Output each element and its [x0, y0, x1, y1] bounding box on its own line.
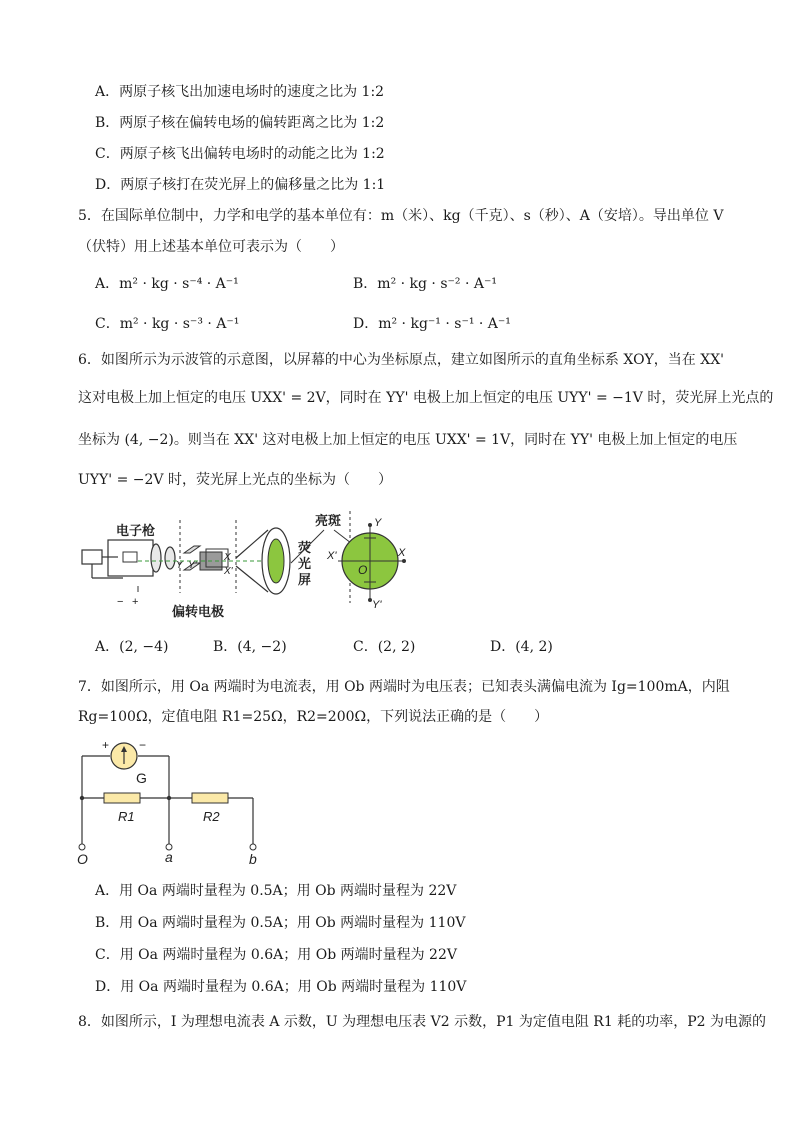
q4-option-d: D．两原子核打在荧光屏上的偏移量之比为 1:1	[95, 177, 386, 193]
q5-option-b: B．m² · kg · s⁻² · A⁻¹	[353, 276, 497, 292]
q5-option-c: C．m² · kg · s⁻³ · A⁻¹	[95, 316, 240, 332]
q7-stem-line1: 7．如图所示，用 Oa 两端时为电流表，用 Ob 两端时为电压表；已知表头满偏电流为 Ig=100mA，内阻	[78, 679, 730, 695]
q5-stem-line2: （伏特）用上述基本单位可表示为（ ）	[78, 239, 344, 255]
terminal-a: a	[165, 849, 173, 865]
minus-terminal: −	[117, 596, 124, 608]
q4-option-a: A．两原子核飞出加速电场时的速度之比为 1:2	[95, 84, 385, 100]
svg-text:+: +	[102, 738, 110, 752]
q6-option-a: A．(2, −4)	[95, 639, 169, 655]
plus-terminal: +	[132, 596, 139, 608]
circuit-figure	[72, 736, 272, 868]
origin-label: O	[358, 563, 368, 577]
y-label: Y	[374, 517, 382, 529]
terminal-o: O	[77, 851, 88, 867]
q6-option-c: C．(2, 2)	[353, 639, 416, 655]
r2-label: R2	[203, 809, 220, 824]
svg-text:光: 光	[298, 556, 312, 571]
q4-option-c: C．两原子核飞出偏转电场时的动能之比为 1:2	[95, 146, 385, 162]
r2-resistor	[192, 793, 228, 803]
svg-text:荧: 荧	[298, 540, 312, 555]
q6-stem-line2: 这对电极上加上恒定的电压 UXX' = 2V，同时在 YY' 电极上加上恒定的电压 UYY' = −1V 时，荧光屏上光点的	[78, 390, 774, 406]
q6-option-b: B．(4, −2)	[213, 639, 287, 655]
q5-stem-line1: 5．在国际单位制中，力学和电学的基本单位有：m（米）、kg（千克）、s（秒）、A（安培）。导出单位 V	[78, 208, 724, 224]
svg-text:−: −	[139, 738, 147, 752]
galvanometer-label: G	[136, 770, 147, 786]
bright-spot-label: 亮斑	[315, 513, 342, 528]
q7-option-c: C．用 Oa 两端时量程为 0.6A；用 Ob 两端时量程为 22V	[95, 947, 457, 963]
deflection-electrode-label: 偏转电极	[172, 604, 225, 619]
electron-gun-label: 电子枪	[116, 523, 156, 538]
q4-option-b: B．两原子核在偏转电场的偏转距离之比为 1:2	[95, 115, 385, 131]
r1-label: R1	[118, 809, 135, 824]
r1-resistor	[104, 793, 140, 803]
svg-text:X: X	[224, 552, 231, 563]
q7-stem-line2: Rg=100Ω，定值电阻 R1=25Ω，R2=200Ω，下列说法正确的是（ ）	[78, 709, 549, 725]
q5-option-a: A．m² · kg · s⁻⁴ · A⁻¹	[95, 276, 239, 292]
terminal-b: b	[249, 851, 257, 867]
svg-text:X': X'	[327, 550, 337, 562]
svg-text:Y: Y	[176, 560, 183, 571]
oscilloscope-figure	[78, 508, 423, 620]
q7-option-b: B．用 Oa 两端时量程为 0.5A；用 Ob 两端时量程为 110V	[95, 915, 466, 931]
q8-stem-line1: 8．如图所示，I 为理想电流表 A 示数，U 为理想电压表 V2 示数，P1 为定值电阻 R1 耗的功率，P2 为电源的	[78, 1014, 766, 1030]
q5-option-d: D．m² · kg⁻¹ · s⁻¹ · A⁻¹	[353, 316, 511, 332]
svg-text:屏: 屏	[298, 572, 312, 587]
svg-text:Y': Y'	[188, 560, 197, 571]
q7-option-a: A．用 Oa 两端时量程为 0.5A；用 Ob 两端时量程为 22V	[95, 883, 457, 899]
q7-option-d: D．用 Oa 两端时量程为 0.6A；用 Ob 两端时量程为 110V	[95, 979, 467, 995]
x-label: X	[398, 547, 406, 559]
q6-option-d: D．(4, 2)	[490, 639, 553, 655]
q6-stem-line1: 6．如图所示为示波管的示意图，以屏幕的中心为坐标原点，建立如图所示的直角坐标系 XOY，当在 XX'	[78, 352, 725, 368]
q6-stem-line3: 坐标为 (4, −2)。则当在 XX' 这对电极上加上恒定的电压 UXX' = 1V，同时在 YY' 电极上加上恒定的电压	[78, 432, 738, 448]
q6-stem-line4: UYY' = −2V 时，荧光屏上光点的坐标为（ ）	[78, 472, 392, 488]
svg-text:X': X'	[224, 566, 233, 577]
y-prime-label: Y'	[372, 599, 382, 611]
